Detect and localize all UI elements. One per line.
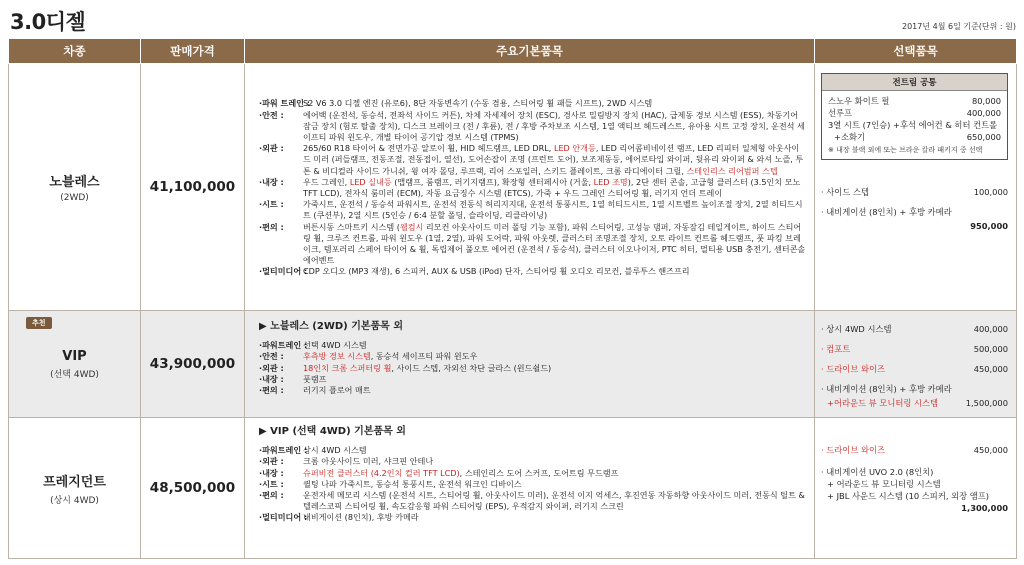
- option-name: 스노우 화이트 펄: [828, 96, 890, 106]
- feature-value: S2 V6 3.0 디젤 엔진 (유로6), 8단 자동변속기 (수동 겸용, 스티어링 휠 패들 시프트), 2WD 시스템: [303, 98, 653, 109]
- price-table: [8, 38, 1017, 559]
- feature-key: ·파워트레인 :: [259, 445, 308, 456]
- feature-value: , 사이드 스텝, 자외선 차단 글라스 (윈드쉴드): [391, 362, 552, 373]
- model-sub: (2WD): [60, 193, 89, 203]
- feature-value: 상시 4WD 시스템: [303, 445, 367, 456]
- feature-key: ·내장 :: [259, 373, 284, 384]
- option-name: · 사이드 스텝: [821, 187, 869, 197]
- feature-value: 리모컨 아웃사이드 미러 폴딩 기능 포함), 파워 스티어링, 고성능 댐퍼, 자동잠김 테일게이트, 하이드 스티어링 휠, 크루즈 컨트롤, 파워 윈도우 (1열, 2열), 파워 도어락, 파워 아웃렛, 클러스터 조명조절 장치, 오토 라이트 컨트롤 헤드램프, 풋 파킹 브레이크, 템포러리 스페어 타이어 & 휠, 독립제어 풀오토 에어컨 (운전석 / 동승석), 클러스터 이오나이저, PTC 히터, 멀티용 USB 충전기, 센터콘솔 에어벤트: [303, 221, 806, 266]
- feature-key: ·편의 :: [259, 385, 284, 396]
- feature-highlight: 후측방 경보 시스템: [303, 351, 371, 362]
- date-note: 2017년 4월 6일 기준(단위 : 원): [901, 22, 1016, 31]
- feature-key: ·파워트레인 :: [259, 340, 308, 351]
- feature-value: 265/60 R18 타이어 & 전면가공 알로이 휠, HID 헤드램프, LED DRL,: [303, 143, 554, 154]
- model-name: 노블레스: [49, 175, 100, 190]
- feature-key: ·편의 :: [259, 221, 284, 232]
- feature-key: ·멀티미디어 :: [259, 512, 308, 523]
- option-name: · 내비게이션 (8인치) + 후방 카메라: [821, 207, 952, 217]
- model-name: 프레지던트: [43, 474, 106, 490]
- price-cell: 41,100,000: [141, 64, 245, 311]
- price-cell: 48,500,000: [141, 418, 245, 559]
- feature-key: ·내장 :: [259, 176, 284, 187]
- table-row: [9, 64, 1017, 311]
- page-title: 3.0디젤: [10, 10, 86, 34]
- feature-value: 풋램프: [303, 373, 327, 384]
- feature-value: ), 2단 센터 콘솔, 고급형 클러스터 (3.5인치 모노 TFT LCD), 전자식 룸미러 (ECM), 자동 요금징수 시스템 (ETCS), 가죽 + 우드 그레인 스티어링 휠, 러기지 언더 트레이: [303, 176, 801, 198]
- table-row: [9, 418, 1017, 559]
- option-name: · 드라이브 와이즈: [821, 445, 886, 455]
- option-price: 1,300,000: [961, 503, 1008, 513]
- options-cell: [815, 64, 1017, 311]
- feature-key: ·외관 :: [259, 456, 284, 467]
- option-price: 950,000: [970, 221, 1008, 231]
- feature-value: (맵램프, 룸램프, 러기지램프), 확장형 센터페시아 (거울,: [391, 176, 594, 187]
- option-price: 500,000: [973, 344, 1008, 354]
- option-name: · 상시 4WD 시스템: [821, 324, 892, 334]
- feature-highlight: 슈퍼비전 클러스터 (4.2인치 컬러 TFT LCD): [303, 467, 460, 478]
- feature-key: ·내장 :: [259, 467, 284, 478]
- feature-key: ·외관 :: [259, 362, 284, 373]
- features-cell: [245, 311, 815, 418]
- feature-key: ·외관 :: [259, 143, 284, 154]
- header-features: 주요기본품목: [245, 39, 815, 64]
- feature-value: 러기지 플로어 매트: [303, 385, 371, 396]
- option-name: · 내비게이션 (8인치) + 후방 카메라: [821, 384, 952, 394]
- option-name: · 내비게이션 UVO 2.0 (8인치): [821, 467, 934, 477]
- model-cell: [9, 64, 141, 311]
- option-price: 80,000: [971, 96, 1001, 106]
- feature-key: ·안전 :: [259, 351, 284, 362]
- feature-highlight: 18인치 크롬 스퍼터링 휠: [303, 362, 392, 373]
- feature-value: 버튼시동 스마트키 시스템 (: [303, 221, 400, 232]
- feature-value: 퀼팅 나파 가죽시트, 동승석 통풍시트, 운전석 워크인 디바이스: [303, 478, 522, 489]
- feature-value: 운전자세 메모리 시스템 (운전석 시트, 스티어링 휠, 아웃사이드 미러), 운전석 이지 억세스, 후진연동 자동하향 아웃사이드 미러, 전동식 틸트 & 텔레스코픽 스티어링 휠, 속도감응형 파워 스티어링 (EPS), 우적감지 와이퍼, 러기지 스크린: [303, 490, 805, 512]
- option-name: · 컴포트: [821, 344, 851, 354]
- price-cell: 43,900,000: [141, 311, 245, 418]
- table-row: [9, 311, 1017, 418]
- option-name: + JBL 사운드 시스템 (10 스피커, 외장 앰프): [827, 491, 990, 501]
- feature-value: 에어백 (운전석, 동승석, 전좌석 사이드 커튼), 차체 자세제어 장치 (ESC), 경사로 밀림방지 장치 (HAC), 급제동 경보 시스템 (ESS), 차동기어 잠금 장치 (험로 탈출 장치), 디스크 브레이크 (전 / 후륜), 전 / 후방 주차보조 시스템, 1열 액티브 헤드레스트, 유아용 시트 고정 장치, 운전석 세이프티 파워 윈도우, 개별 타이어 공기압 경보 시스템 (TPMS): [303, 109, 805, 142]
- option-name: · 드라이브 와이즈: [821, 364, 886, 374]
- model-name: VIP: [62, 348, 87, 364]
- features-heading: ▶ VIP (선택 4WD) 기본품목 외: [259, 426, 406, 437]
- features-heading: ▶ 노블레스 (2WD) 기본품목 외: [259, 321, 403, 332]
- feature-key: ·멀티미디어 :: [259, 266, 308, 277]
- header-options: 선택품목: [815, 39, 1017, 64]
- model-sub: (선택 4WD): [50, 369, 99, 380]
- feature-value: , LED 리어콤비네이션 램프, LED 리피터 일체형 아웃사이드 미러 (퍼들램프, 전동조절, 전동접이, 열선), 도어손잡이 조명 (프런트 도어), 보조제동등, 에어로타입 와이퍼, 뒷유리 와이퍼 & 와셔 노즐, 투톤 & 비디컬라 사이드 가니쉬, 윙 여자 몰딩, 루프랙, 리어 스포일러, 스키드 플레이트, 크롬 라디에이터 그릴,: [303, 143, 804, 176]
- feature-highlight: 웰컴시: [399, 221, 424, 232]
- model-cell: [9, 311, 141, 418]
- option-name: + 어라운드 뷰 모니터링 시스템: [827, 479, 941, 489]
- option-name: +소화기: [834, 132, 865, 142]
- feature-value: , 스테인리스 도어 스커프, 도어트림 무드램프: [459, 467, 619, 478]
- options-cell: [815, 311, 1017, 418]
- recommended-badge: 추천: [26, 317, 52, 329]
- option-name: 선루프: [828, 108, 853, 118]
- option-price: 400,000: [966, 108, 1001, 118]
- model-sub: (상시 4WD): [50, 495, 99, 506]
- feature-highlight: LED 안개등: [553, 143, 596, 154]
- features-cell: [245, 418, 815, 559]
- option-name: +어라운드 뷰 모니터링 시스템: [827, 398, 939, 408]
- features-cell: [245, 64, 815, 311]
- feature-value: 우드 그레인,: [303, 176, 350, 187]
- all-trim-common-note: ※ 내장 블랙 외에 또는 브라운 칼라 패키지 중 선택: [828, 146, 983, 154]
- feature-key: ·시트 :: [259, 199, 284, 210]
- all-trim-common-title: 전트림 공통: [822, 74, 1007, 91]
- feature-value: 가죽시트, 운전석 / 동승석 파워시트, 운전석 전동식 허리지지대, 운전석 통풍시트, 1열 히티드시트, 1열 시트벨트 높이조절 장치, 2열 히티드시트 (쿠션부), 2열 시트 (5인승 / 6:4 분할 폴딩, 슬라이딩, 리클라이닝): [303, 199, 803, 221]
- option-name: 3열 시트 (7인승) +후석 에어컨 & 히터 컨트롤: [828, 120, 998, 130]
- options-cell: [815, 418, 1017, 559]
- feature-key: ·안전 :: [259, 109, 284, 120]
- header-row: [9, 39, 1017, 64]
- all-trim-common-box: [821, 73, 1008, 160]
- option-price: 400,000: [973, 324, 1008, 334]
- option-price: 450,000: [973, 364, 1008, 374]
- model-cell: [9, 418, 141, 559]
- feature-highlight: LED 실내등: [349, 176, 392, 187]
- feature-key: ·편의 :: [259, 490, 284, 501]
- feature-key: ·시트 :: [259, 478, 284, 489]
- feature-key: ·파워 트레인 :: [259, 98, 311, 109]
- option-price: 450,000: [973, 445, 1008, 455]
- feature-highlight: 스테인리스 리어범퍼 스텝: [686, 165, 778, 176]
- option-price: 650,000: [966, 132, 1001, 142]
- feature-value: CDP 오디오 (MP3 재생), 6 스피커, AUX & USB (iPod) 단자, 스티어링 휠 오디오 리모컨, 블루투스 핸즈프리: [303, 266, 690, 277]
- feature-value: , 동승석 세이프티 파워 윈도우: [370, 351, 478, 362]
- option-price: 1,500,000: [965, 398, 1008, 408]
- feature-value: 선택 4WD 시스템: [303, 340, 367, 351]
- option-price: 100,000: [973, 187, 1008, 197]
- header-model: 차종: [9, 39, 141, 64]
- feature-value: 내비게이션 (8인치), 후방 카메라: [303, 512, 419, 523]
- feature-highlight: LED 조명: [593, 176, 628, 187]
- feature-value: 크롬 아웃사이드 미러, 샤크핀 안테나: [303, 456, 434, 467]
- header-price: 판매가격: [141, 39, 245, 64]
